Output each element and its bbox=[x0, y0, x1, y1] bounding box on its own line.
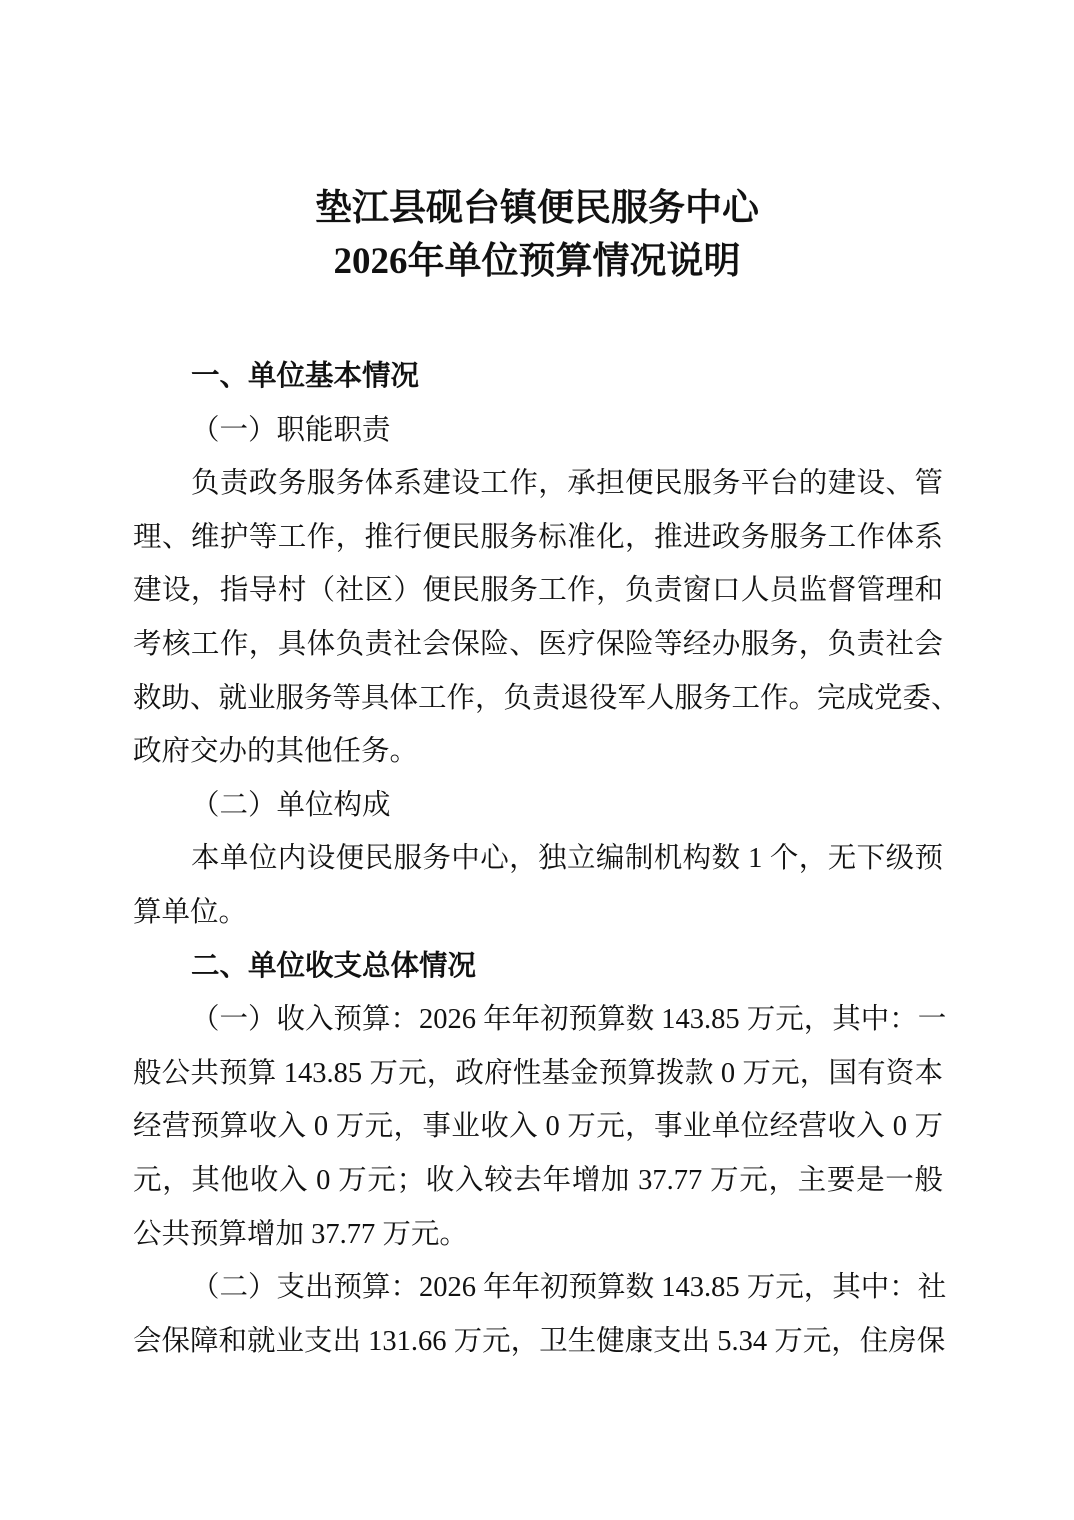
text-line: 建设，指导村（社区）便民服务工作，负责窗口人员监督管理和 bbox=[133, 575, 943, 607]
text-line: 般公共预算 143.85 万元，政府性基金预算拨款 0 万元，国有资本 bbox=[133, 1057, 943, 1089]
text-line: 会保障和就业支出 131.66 万元，卫生健康支出 5.34 万元，住房保 bbox=[133, 1325, 946, 1357]
text-line: 本单位内设便民服务中心，独立编制机构数 1 个，无下级预 bbox=[191, 843, 943, 875]
text-line: 经营预算收入 0 万元，事业收入 0 万元，事业单位经营收入 0 万 bbox=[133, 1111, 943, 1143]
text-line: 算单位。 bbox=[133, 896, 248, 928]
text-line: 政府交办的其他任务。 bbox=[133, 736, 419, 768]
text-line: 负责政务服务体系建设工作，承担便民服务平台的建设、管 bbox=[191, 468, 943, 500]
document-body bbox=[133, 350, 960, 1368]
text-line: （二）支出预算：2026 年年初预算数 143.85 万元，其中：社 bbox=[191, 1272, 947, 1304]
paragraph-income bbox=[133, 993, 947, 1261]
paragraph-composition bbox=[133, 832, 943, 939]
subsection-heading: （二）单位构成 bbox=[191, 789, 391, 821]
text-line: 考核工作，具体负责社会保险、医疗保险等经办服务，负责社会 bbox=[133, 628, 943, 660]
paragraph-expenditure bbox=[133, 1261, 947, 1368]
text-line: （一）收入预算：2026 年年初预算数 143.85 万元，其中：一 bbox=[191, 1004, 947, 1036]
section-heading: 二、单位收支总体情况 bbox=[191, 949, 477, 982]
text-line: 公共预算增加 37.77 万元。 bbox=[133, 1218, 468, 1250]
paragraph-functions bbox=[133, 457, 960, 779]
document-title-line1: 垫江县砚台镇便民服务中心 bbox=[315, 188, 759, 229]
text-line: 元，其他收入 0 万元；收入较去年增加 37.77 万元，主要是一般 bbox=[133, 1164, 943, 1196]
section-heading: 一、单位基本情况 bbox=[191, 360, 420, 392]
document-title-line2: 2026年单位预算情况说明 bbox=[333, 241, 741, 282]
text-line: 理、维护等工作，推行便民服务标准化，推进政务服务工作体系 bbox=[133, 521, 943, 553]
text-line: 救助、就业服务等具体工作，负责退役军人服务工作。完成党委、 bbox=[133, 682, 960, 714]
subsection-heading: （一）职能职责 bbox=[191, 414, 391, 446]
